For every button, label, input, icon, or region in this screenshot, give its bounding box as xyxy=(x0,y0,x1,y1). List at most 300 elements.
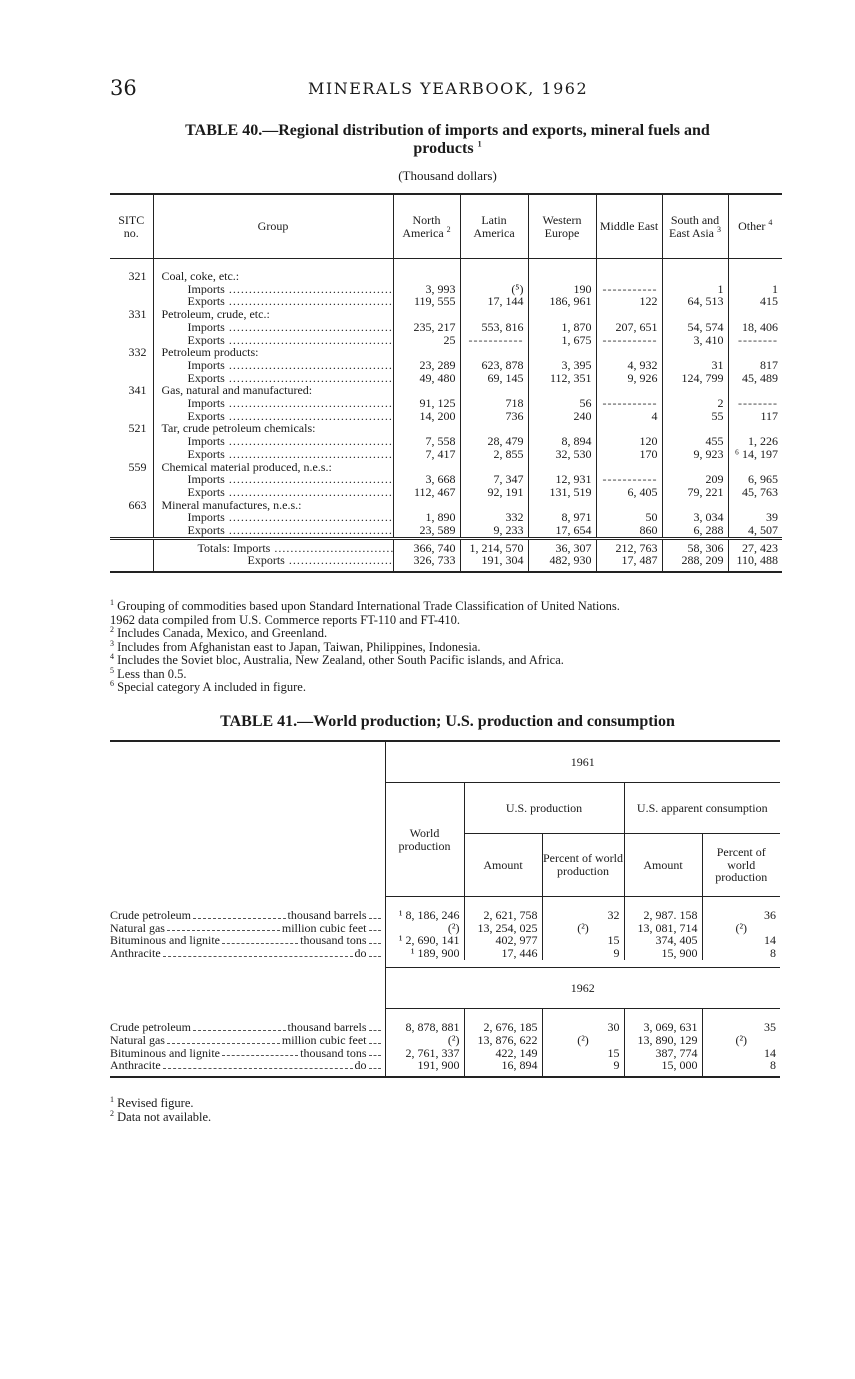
leader-dots xyxy=(222,1047,298,1057)
footnote-mark: 5 xyxy=(110,665,114,675)
footnote-mark: 6 xyxy=(110,678,114,688)
commodity-unit: million cubic feet xyxy=(281,1033,367,1048)
table41-body xyxy=(110,741,780,1077)
empty-cell xyxy=(110,397,153,410)
table-row xyxy=(110,947,780,960)
us-production-amount: 16, 894 xyxy=(464,1059,542,1077)
row-label xyxy=(110,1009,385,1034)
header-north-america-label: North America xyxy=(402,212,444,240)
row-label xyxy=(153,359,393,372)
value-north-america: 23, 589 xyxy=(393,524,460,538)
table41-title: TABLE 41.—World production; U.S. production and consumption xyxy=(220,713,675,730)
row-label xyxy=(153,524,393,538)
row-label-text: Imports ..... xyxy=(162,435,393,448)
value-north-america: 49, 480 xyxy=(393,372,460,385)
footnote-mark: 2 xyxy=(110,624,114,634)
footnote-mark: 2 xyxy=(110,1108,114,1118)
value-latin-america: 332 xyxy=(460,511,528,524)
value-western-europe: 17, 654 xyxy=(528,524,596,538)
table-row xyxy=(110,897,780,922)
header-other xyxy=(728,194,782,259)
value-other: 1, 226 xyxy=(728,435,782,448)
total-north-america: 366, 740 xyxy=(393,538,460,554)
totals-label xyxy=(153,538,393,554)
us-consumption-amount: 15, 000 xyxy=(624,1059,702,1077)
table40-footnotes xyxy=(110,597,790,695)
row-label-text xyxy=(110,909,385,922)
us-production-amount: 17, 446 xyxy=(464,947,542,960)
value-south-east-asia: 124, 799 xyxy=(662,372,728,385)
empty-cell xyxy=(110,538,153,554)
value-western-europe: 112, 351 xyxy=(528,372,596,385)
row-label-text: Exports ..... xyxy=(162,486,393,499)
value-south-east-asia: 6, 288 xyxy=(662,524,728,538)
row-label-text: Imports ..... xyxy=(162,359,393,372)
us-production-amount: 2, 676, 185 xyxy=(464,1009,542,1034)
footnote-text: 1962 data compiled from U.S. Commerce reports FT-110 and FT-410. xyxy=(110,612,460,627)
value-middle-east: 120 xyxy=(596,435,662,448)
table40-header-row xyxy=(110,194,782,259)
header-group: Group xyxy=(153,194,393,259)
value-middle-east: 4 xyxy=(596,410,662,423)
value-latin-america: 736 xyxy=(460,410,528,423)
us-consumption-percent: (²) xyxy=(702,1034,780,1047)
table40-title-line1: TABLE 40.—Regional distribution of imports and exports, mineral fuels and xyxy=(185,122,710,139)
leader-dots xyxy=(369,922,381,932)
empty-cell xyxy=(110,486,153,499)
value-north-america: 7, 558 xyxy=(393,435,460,448)
value-latin-america: 9, 233 xyxy=(460,524,528,538)
footnote-text: Revised figure. xyxy=(117,1096,194,1110)
empty-cell xyxy=(728,308,782,321)
row-label-text xyxy=(110,947,385,960)
commodity-unit: million cubic feet xyxy=(281,920,367,935)
us-production-amount: 422, 149 xyxy=(464,1047,542,1060)
value-western-europe: 56 xyxy=(528,397,596,410)
us-consumption-amount: 13, 890, 129 xyxy=(624,1034,702,1047)
total-western-europe: 482, 930 xyxy=(528,554,596,572)
world-production-value: ¹ 2, 690, 141 xyxy=(385,934,464,947)
value-south-east-asia: 55 xyxy=(662,410,728,423)
table40-title-line2 xyxy=(110,140,785,158)
footnote-text: Special category A included in figure. xyxy=(117,680,306,694)
leader-dots xyxy=(193,1021,286,1031)
commodity-name: Anthracite xyxy=(110,946,161,961)
leader-dots xyxy=(369,1034,381,1044)
table-row xyxy=(110,486,782,499)
footnote xyxy=(110,597,790,614)
us-production-percent: 9 xyxy=(542,947,624,960)
header-middle-east: Middle East xyxy=(596,194,662,259)
empty-cell xyxy=(596,308,662,321)
value-north-america: 14, 200 xyxy=(393,410,460,423)
us-production-percent: 15 xyxy=(542,934,624,947)
value-western-europe: 1, 675 xyxy=(528,334,596,347)
footnote xyxy=(110,624,790,641)
footnote-mark: 1 xyxy=(110,597,114,607)
row-label-text xyxy=(110,1059,385,1072)
row-label xyxy=(110,947,385,960)
empty-cell xyxy=(110,511,153,524)
table-row xyxy=(110,397,782,410)
leader-dots xyxy=(167,1034,280,1044)
empty-cell xyxy=(110,960,385,968)
row-label-text: Imports ..... xyxy=(162,283,393,296)
value-north-america: 23, 289 xyxy=(393,359,460,372)
value-south-east-asia: 31 xyxy=(662,359,728,372)
value-other: 4, 507 xyxy=(728,524,782,538)
total-other: 110, 488 xyxy=(728,554,782,572)
us-consumption-amount: 13, 081, 714 xyxy=(624,922,702,935)
value-other: 817 xyxy=(728,359,782,372)
empty-cell xyxy=(110,448,153,461)
table-row xyxy=(110,435,782,448)
value-other: 1 xyxy=(728,283,782,296)
leader-dots xyxy=(369,1059,381,1069)
row-label-text xyxy=(110,1034,385,1047)
commodity-name: Bituminous and lignite xyxy=(110,1045,220,1060)
footnote xyxy=(110,1094,790,1111)
value-western-europe: 8, 971 xyxy=(528,511,596,524)
footnote-mark: 1 xyxy=(110,1094,114,1104)
value-western-europe: 186, 961 xyxy=(528,295,596,308)
value-latin-america: 17, 144 xyxy=(460,295,528,308)
table-row xyxy=(110,524,782,538)
group-header-row xyxy=(110,308,782,321)
value-middle-east: 207, 651 xyxy=(596,321,662,334)
row-label xyxy=(153,486,393,499)
row-label xyxy=(153,448,393,461)
commodity-unit: thousand tons xyxy=(300,1045,367,1060)
value-south-east-asia: 3, 034 xyxy=(662,511,728,524)
value-north-america: 7, 417 xyxy=(393,448,460,461)
header-sitc: SITC no. xyxy=(110,194,153,259)
empty-cell xyxy=(662,270,728,283)
table-row xyxy=(110,1034,780,1047)
table-row xyxy=(110,1009,780,1034)
table40-unit: (Thousand dollars) xyxy=(398,168,497,183)
empty-cell xyxy=(393,308,460,321)
empty-cell xyxy=(385,960,780,968)
leader-dots xyxy=(163,1059,353,1069)
value-north-america: 1, 890 xyxy=(393,511,460,524)
row-label-text: Imports ..... xyxy=(162,473,393,486)
group-name: Tar, crude petroleum chemicals: xyxy=(153,422,393,435)
us-production-amount: 2, 621, 758 xyxy=(464,897,542,922)
header-north-america-note: 2 xyxy=(446,224,451,234)
commodity-unit: do xyxy=(354,1058,367,1073)
footnote-mark: 3 xyxy=(110,638,114,648)
total-north-america: 326, 733 xyxy=(393,554,460,572)
value-north-america: 112, 467 xyxy=(393,486,460,499)
us-consumption-amount: 3, 069, 631 xyxy=(624,1009,702,1034)
empty-cell xyxy=(110,283,153,296)
value-middle-east: ----------- xyxy=(596,473,662,486)
leader-dots xyxy=(163,947,353,957)
empty-cell xyxy=(110,321,153,334)
value-western-europe: 131, 519 xyxy=(528,486,596,499)
commodity-unit: thousand tons xyxy=(300,933,367,948)
value-other: -------- xyxy=(728,397,782,410)
row-label xyxy=(153,283,393,296)
footnote-text: Less than 0.5. xyxy=(117,666,187,681)
sitc-code: 331 xyxy=(128,307,147,322)
value-middle-east: ----------- xyxy=(596,334,662,347)
us-production-percent: 9 xyxy=(542,1059,624,1077)
empty-cell xyxy=(662,308,728,321)
value-middle-east: ----------- xyxy=(596,397,662,410)
value-south-east-asia: 9, 923 xyxy=(662,448,728,461)
footnote-text: Grouping of commodities based upon Standard International Trade Classification of United Nations. xyxy=(117,599,620,613)
value-other: 117 xyxy=(728,410,782,423)
table40-title-note: 1 xyxy=(477,139,482,149)
value-south-east-asia: 455 xyxy=(662,435,728,448)
group-name: Gas, natural and manufactured: xyxy=(153,384,393,397)
footnote xyxy=(110,638,790,655)
total-other: 27, 423 xyxy=(728,538,782,554)
header-prod-percent: Percent of world production xyxy=(542,834,624,897)
header-other-note: 4 xyxy=(768,218,773,227)
value-other: 45, 489 xyxy=(728,372,782,385)
totals-label xyxy=(153,554,393,572)
value-other: ⁶ 14, 197 xyxy=(728,448,782,461)
sitc-code: 663 xyxy=(128,497,147,512)
header-us-apparent-consumption: U.S. apparent consumption xyxy=(624,783,780,834)
value-south-east-asia: 54, 574 xyxy=(662,321,728,334)
value-latin-america: 7, 347 xyxy=(460,473,528,486)
footnote xyxy=(110,614,790,628)
value-other: 6, 965 xyxy=(728,473,782,486)
footnote-text: Data not available. xyxy=(117,1109,212,1124)
value-latin-america: 553, 816 xyxy=(460,321,528,334)
leader-dots xyxy=(369,1021,381,1031)
value-north-america: 25 xyxy=(393,334,460,347)
value-north-america: 91, 125 xyxy=(393,397,460,410)
empty-cell xyxy=(110,359,153,372)
value-latin-america: (⁵) xyxy=(460,283,528,296)
value-middle-east: 170 xyxy=(596,448,662,461)
value-middle-east: 122 xyxy=(596,295,662,308)
header-south-east-asia xyxy=(662,194,728,259)
value-south-east-asia: 3, 410 xyxy=(662,334,728,347)
value-other: 39 xyxy=(728,511,782,524)
empty-cell xyxy=(728,270,782,283)
value-other: 415 xyxy=(728,295,782,308)
table-row xyxy=(110,1059,780,1077)
sitc-code: 521 xyxy=(128,421,147,436)
us-consumption-amount: 387, 774 xyxy=(624,1047,702,1060)
sitc-code: 559 xyxy=(128,459,147,474)
value-western-europe: 12, 931 xyxy=(528,473,596,486)
value-other: 18, 406 xyxy=(728,321,782,334)
row-label-text: Imports ..... xyxy=(162,511,393,524)
value-latin-america: 92, 191 xyxy=(460,486,528,499)
world-production-value: (²) xyxy=(385,922,464,935)
value-south-east-asia: 79, 221 xyxy=(662,486,728,499)
sitc-code: 332 xyxy=(128,345,147,360)
value-western-europe: 190 xyxy=(528,283,596,296)
table-row xyxy=(110,359,782,372)
us-consumption-percent: 36 xyxy=(702,897,780,922)
empty-cell xyxy=(110,473,153,486)
table41-spacer xyxy=(110,960,780,968)
running-head: MINERALS YEARBOOK, 1962 xyxy=(308,79,589,98)
footnote xyxy=(110,651,790,668)
footnote xyxy=(110,1108,790,1125)
commodity-name: Bituminous and lignite xyxy=(110,933,220,948)
row-label-text: Exports ..... xyxy=(162,334,393,347)
world-production-value: 8, 878, 881 xyxy=(385,1009,464,1034)
row-label xyxy=(110,1059,385,1077)
value-middle-east: 860 xyxy=(596,524,662,538)
year-1962-heading: 1962 xyxy=(385,968,780,1009)
group-name: Petroleum, crude, etc.: xyxy=(153,308,393,321)
value-western-europe: 8, 894 xyxy=(528,435,596,448)
group-name: Chemical material produced, n.e.s.: xyxy=(153,461,393,474)
total-south-east-asia: 288, 209 xyxy=(662,554,728,572)
totals-row xyxy=(110,538,782,554)
value-latin-america: ----------- xyxy=(460,334,528,347)
value-middle-east: 9, 926 xyxy=(596,372,662,385)
us-consumption-amount: 374, 405 xyxy=(624,934,702,947)
group-name: Petroleum products: xyxy=(153,346,393,359)
table41-footnotes xyxy=(110,1094,790,1124)
total-western-europe: 36, 307 xyxy=(528,538,596,554)
row-label-text: Exports ..... xyxy=(162,372,393,385)
empty-cell xyxy=(528,270,596,283)
table41-year2-header xyxy=(110,968,780,1009)
footnote-text: Includes from Afghanistan east to Japan, Taiwan, Philippines, Indonesia. xyxy=(117,639,481,654)
commodity-unit: thousand barrels xyxy=(287,908,367,922)
header-world-production: World production xyxy=(385,783,464,897)
table40 xyxy=(110,193,782,573)
leader-dots xyxy=(369,947,381,957)
leader-dots xyxy=(222,934,298,944)
value-north-america: 235, 217 xyxy=(393,321,460,334)
commodity-unit: thousand barrels xyxy=(287,1020,367,1035)
value-middle-east: 50 xyxy=(596,511,662,524)
value-north-america: 3, 668 xyxy=(393,473,460,486)
total-south-east-asia: 58, 306 xyxy=(662,538,728,554)
empty-cell xyxy=(393,270,460,283)
total-latin-america: 191, 304 xyxy=(460,554,528,572)
page-number: 36 xyxy=(110,76,137,100)
us-production-percent: 30 xyxy=(542,1009,624,1034)
value-south-east-asia: 2 xyxy=(662,397,728,410)
table40-body xyxy=(110,259,782,573)
world-production-value: 2, 761, 337 xyxy=(385,1047,464,1060)
row-label xyxy=(110,1034,385,1047)
us-production-amount: 13, 876, 622 xyxy=(464,1034,542,1047)
sitc-code: 341 xyxy=(128,383,147,398)
commodity-name: Anthracite xyxy=(110,1058,161,1073)
header-south-east-asia-label: South and East Asia xyxy=(669,212,720,240)
table41-year1-header xyxy=(110,742,780,783)
world-production-value: (²) xyxy=(385,1034,464,1047)
leader-dots xyxy=(369,909,381,919)
value-western-europe: 1, 870 xyxy=(528,321,596,334)
header-latin-america: Latin America xyxy=(460,194,528,259)
empty-cell xyxy=(460,308,528,321)
totals-row xyxy=(110,554,782,572)
value-latin-america: 2, 855 xyxy=(460,448,528,461)
empty-cell xyxy=(110,524,153,538)
us-consumption-percent: 35 xyxy=(702,1009,780,1034)
row-label-text: Imports ..... xyxy=(162,397,393,410)
row-label xyxy=(153,511,393,524)
value-latin-america: 69, 145 xyxy=(460,372,528,385)
totals-label-text: Totals: Imports ..... xyxy=(162,542,393,555)
header-us-production: U.S. production xyxy=(464,783,624,834)
sitc-code: 321 xyxy=(128,269,147,283)
footnote-text: Includes the Soviet bloc, Australia, New Zealand, other South Pacific islands, and Africa. xyxy=(117,653,564,667)
header-western-europe: Western Europe xyxy=(528,194,596,259)
row-label xyxy=(153,473,393,486)
value-south-east-asia: 1 xyxy=(662,283,728,296)
group-name: Mineral manufactures, n.e.s.: xyxy=(153,499,393,512)
header-other-label: Other xyxy=(738,219,766,233)
table40-title xyxy=(110,122,785,158)
header-south-east-asia-note: 3 xyxy=(717,224,721,234)
value-other: -------- xyxy=(728,334,782,347)
row-label xyxy=(153,397,393,410)
header-cons-percent: Percent of world production xyxy=(702,834,780,897)
us-consumption-amount: 2, 987. 158 xyxy=(624,897,702,922)
world-production-value: ¹ 8, 186, 246 xyxy=(385,897,464,922)
header-prod-amount: Amount xyxy=(464,834,542,897)
us-consumption-percent: 14 xyxy=(702,1047,780,1060)
value-western-europe: 32, 530 xyxy=(528,448,596,461)
leader-dots xyxy=(369,934,381,944)
value-middle-east: ----------- xyxy=(596,283,662,296)
empty-cell xyxy=(528,308,596,321)
commodity-name: Natural gas xyxy=(110,1033,165,1048)
leader-dots xyxy=(193,909,286,919)
row-label xyxy=(153,435,393,448)
year-1961-heading: 1961 xyxy=(385,742,780,783)
total-latin-america: 1, 214, 570 xyxy=(460,538,528,554)
us-consumption-amount: 15, 900 xyxy=(624,947,702,960)
value-western-europe: 3, 395 xyxy=(528,359,596,372)
row-label-text: Exports ..... xyxy=(162,295,393,308)
table-row xyxy=(110,448,782,461)
footnote xyxy=(110,678,790,695)
value-north-america: 3, 993 xyxy=(393,283,460,296)
value-western-europe: 240 xyxy=(528,410,596,423)
footnote-mark: 4 xyxy=(110,651,114,661)
row-label-text: Exports ..... xyxy=(162,448,393,461)
leader-dots xyxy=(369,1047,381,1057)
row-label xyxy=(153,321,393,334)
group-header-row xyxy=(110,270,782,283)
empty-cell xyxy=(460,270,528,283)
us-consumption-percent: 8 xyxy=(702,947,780,960)
us-consumption-percent: (²) xyxy=(702,922,780,935)
value-latin-america: 623, 878 xyxy=(460,359,528,372)
us-production-percent: 32 xyxy=(542,897,624,922)
empty-cell xyxy=(110,435,153,448)
commodity-name: Natural gas xyxy=(110,920,165,935)
row-label-text: Exports ..... xyxy=(162,524,393,537)
header-north-america xyxy=(393,194,460,259)
value-south-east-asia: 209 xyxy=(662,473,728,486)
value-latin-america: 28, 479 xyxy=(460,435,528,448)
leader-dots xyxy=(167,922,280,932)
row-label-text: Exports ..... xyxy=(162,410,393,423)
table41-header-row1 xyxy=(110,783,780,834)
world-production-value: ¹ 189, 900 xyxy=(385,947,464,960)
us-production-amount: 13, 254, 025 xyxy=(464,922,542,935)
